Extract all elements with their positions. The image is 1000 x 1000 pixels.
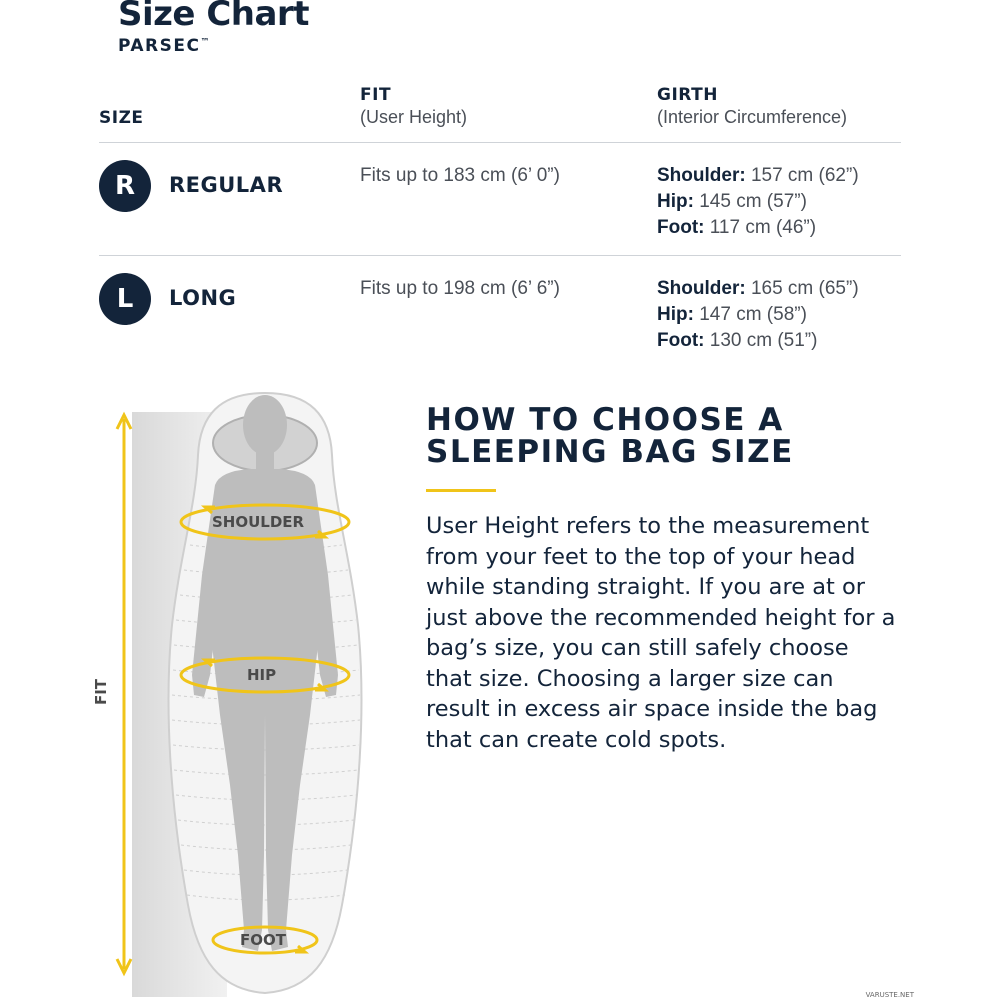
page-title: Size Chart [118, 0, 309, 34]
product-name: PARSEC™ [118, 36, 210, 56]
size-name-long: LONG [169, 286, 237, 310]
guide-heading: HOW TO CHOOSE A SLEEPING BAG SIZE [426, 402, 794, 470]
girth-regular: Shoulder: 157 cm (62”) Hip: 145 cm (57”) Foot: 117 cm (46”) [657, 165, 859, 238]
accent-rule [426, 489, 496, 492]
girth-column-subheader: (Interior Circumference) [657, 107, 848, 127]
shoulder-label: SHOULDER [212, 513, 305, 531]
watermark: VARUSTE.NET [865, 991, 914, 999]
guide-body: User Height refers to the measurement from your feet to the top of your head while standing straight. If you are at or just above the recommended height for a bag’s size, you can still safely choose that size. Choosing a larger size can result in excess air space inside the bag that can create cold spots. [426, 513, 896, 753]
hip-label: HIP [247, 666, 277, 684]
size-badge-regular: R [99, 160, 151, 212]
fit-regular: Fits up to 183 cm (6’ 0”) [360, 165, 560, 186]
size-badge-long: L [99, 273, 151, 325]
sleeping-bag-figure [110, 385, 410, 997]
girth-long: Shoulder: 165 cm (65”) Hip: 147 cm (58”) Foot: 130 cm (51”) [657, 278, 859, 351]
fit-column-header: FIT [360, 85, 392, 105]
fit-long: Fits up to 198 cm (6’ 6”) [360, 278, 560, 299]
size-name-regular: REGULAR [169, 173, 284, 197]
girth-column-header: GIRTH [657, 85, 718, 105]
fit-axis-label: FIT [92, 678, 111, 706]
size-column-header: SIZE [99, 108, 144, 128]
fit-column-subheader: (User Height) [360, 107, 468, 127]
table-divider [99, 255, 901, 256]
fit-arrow [117, 415, 131, 973]
table-divider [99, 142, 901, 143]
foot-label: FOOT [240, 931, 286, 949]
